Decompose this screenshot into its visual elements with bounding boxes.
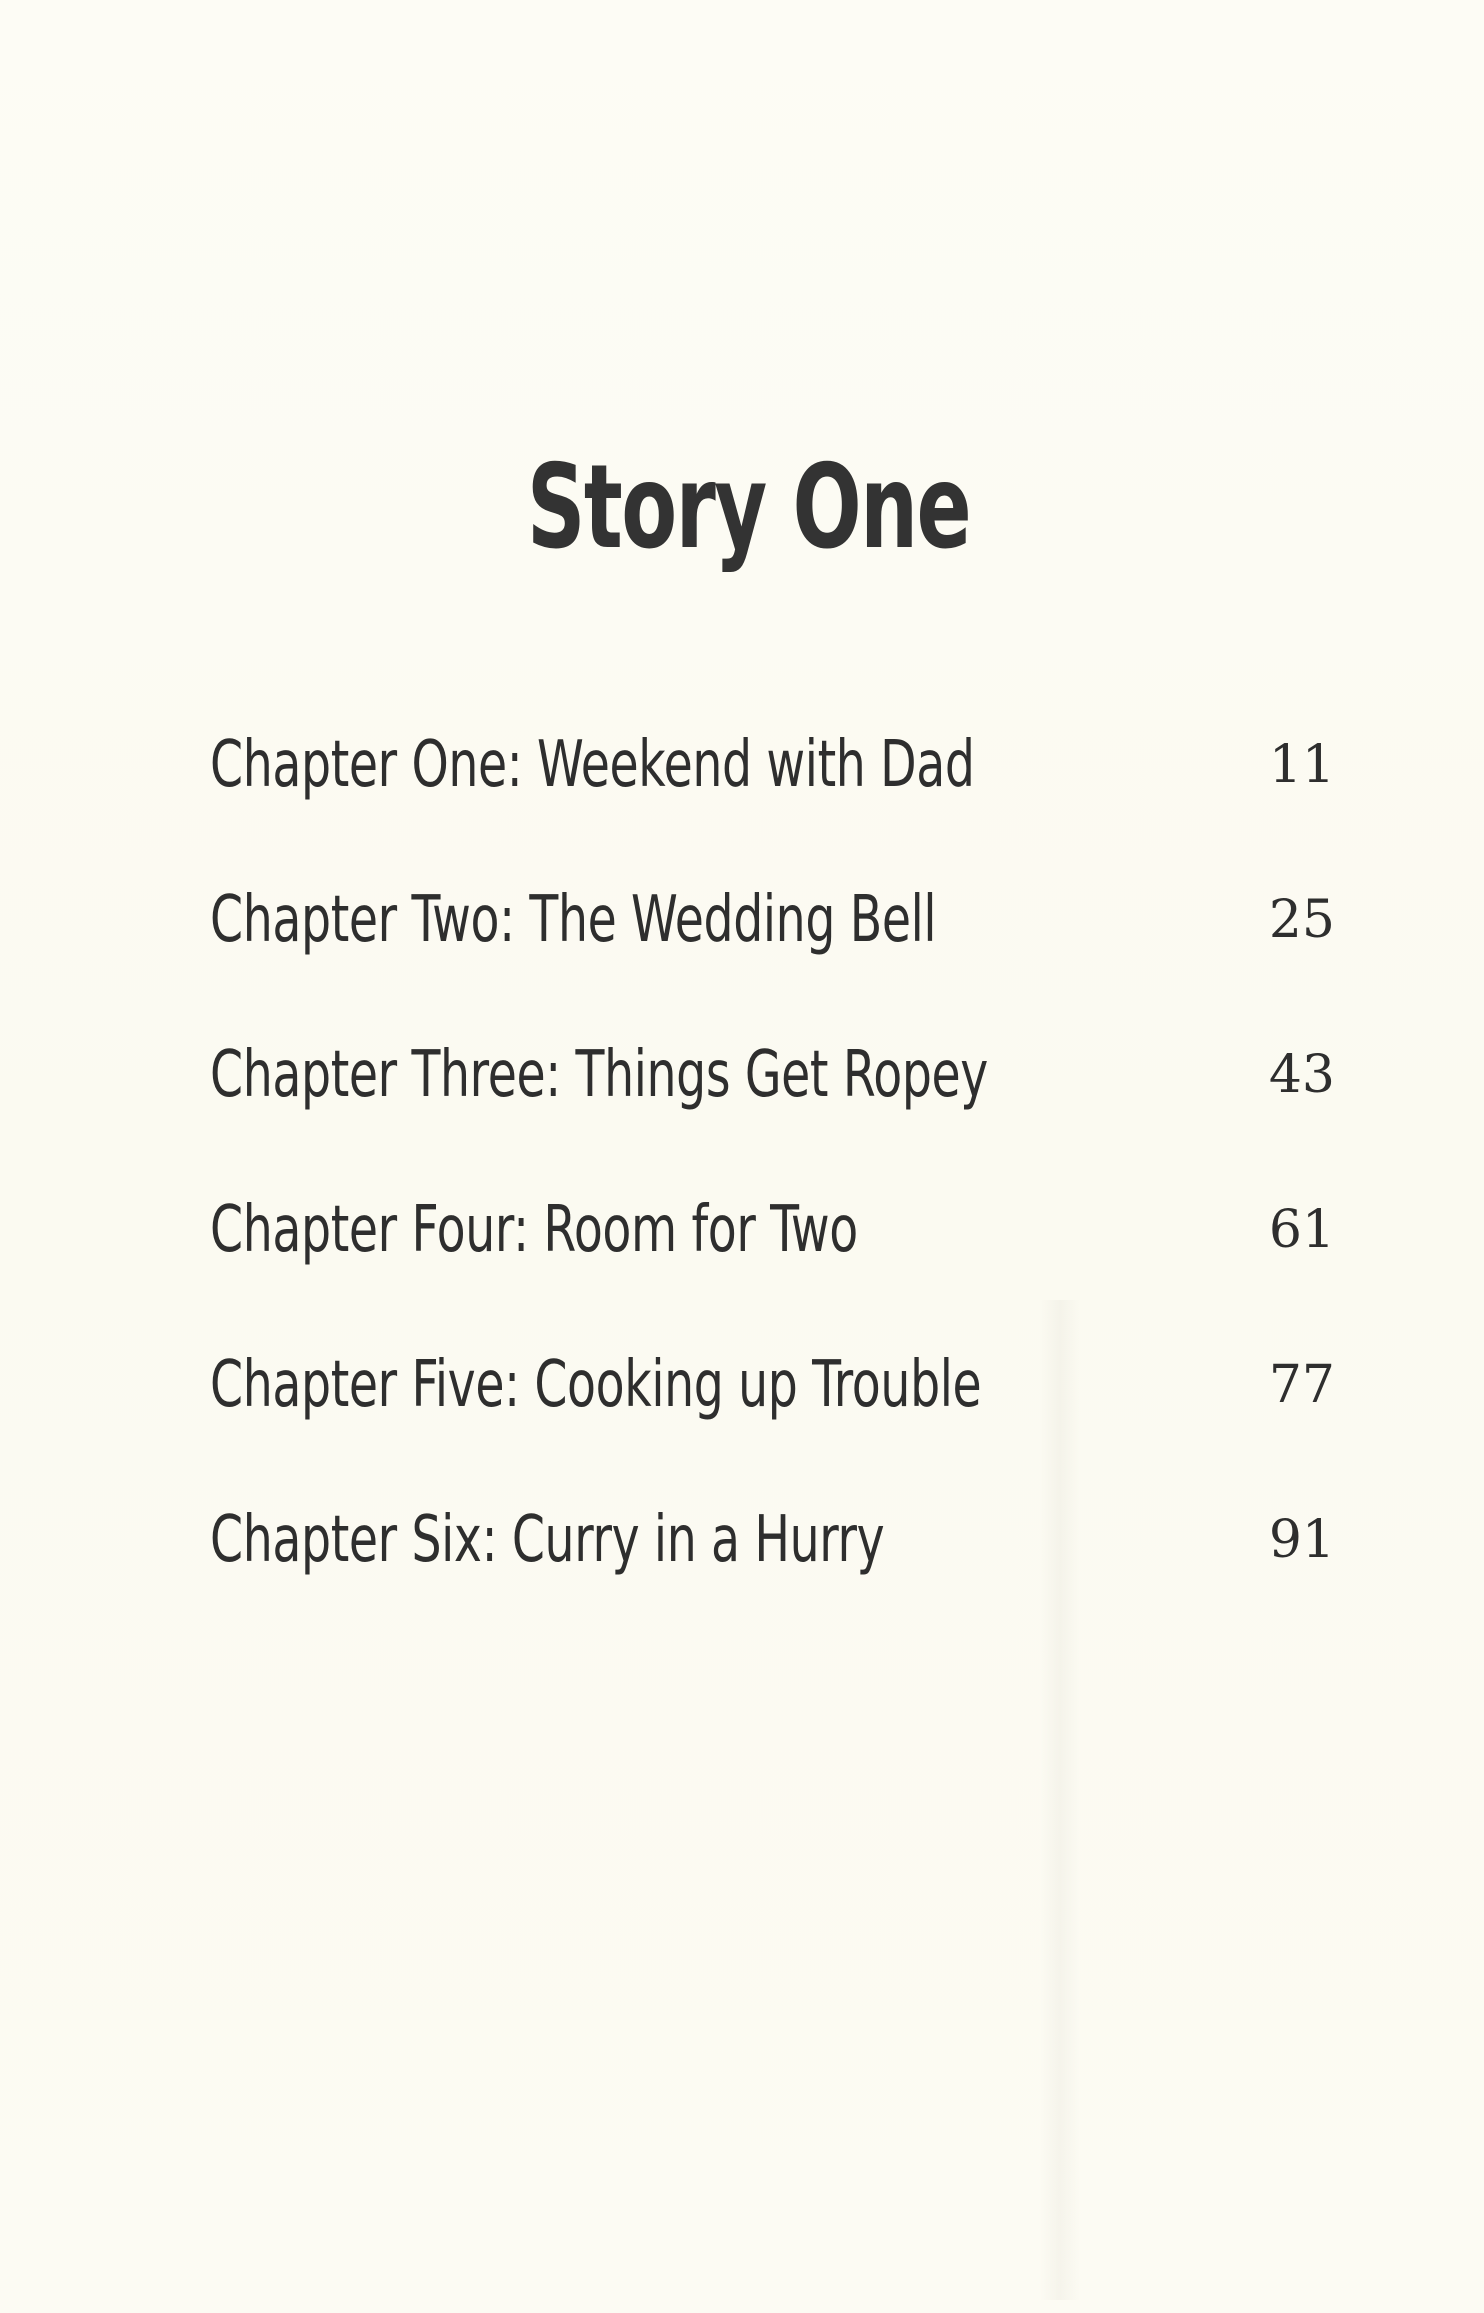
toc-entry-chapter-three (210, 1025, 1335, 1180)
chapter-title: Chapter Four: Room for Two (210, 1193, 858, 1267)
table-of-contents (210, 715, 1335, 1645)
chapter-page-number: 25 (1268, 890, 1335, 950)
toc-entry-chapter-six (210, 1490, 1335, 1645)
toc-entry-chapter-five (210, 1335, 1335, 1490)
chapter-title: Chapter One: Weekend with Dad (210, 728, 975, 802)
chapter-page-number: 91 (1268, 1510, 1335, 1570)
chapter-page-number: 61 (1268, 1200, 1335, 1260)
chapter-page-number: 43 (1268, 1045, 1335, 1105)
chapter-page-number: 11 (1268, 735, 1335, 795)
chapter-title: Chapter Three: Things Get Ropey (210, 1038, 988, 1112)
toc-entry-chapter-four (210, 1180, 1335, 1335)
chapter-title: Chapter Two: The Wedding Bell (210, 883, 937, 957)
toc-entry-chapter-two (210, 870, 1335, 1025)
chapter-title: Chapter Five: Cooking up Trouble (210, 1348, 982, 1422)
story-title: Story One (526, 439, 971, 575)
toc-entry-chapter-one (210, 715, 1335, 870)
chapter-page-number: 77 (1268, 1355, 1335, 1415)
chapter-title: Chapter Six: Curry in a Hurry (210, 1503, 885, 1577)
